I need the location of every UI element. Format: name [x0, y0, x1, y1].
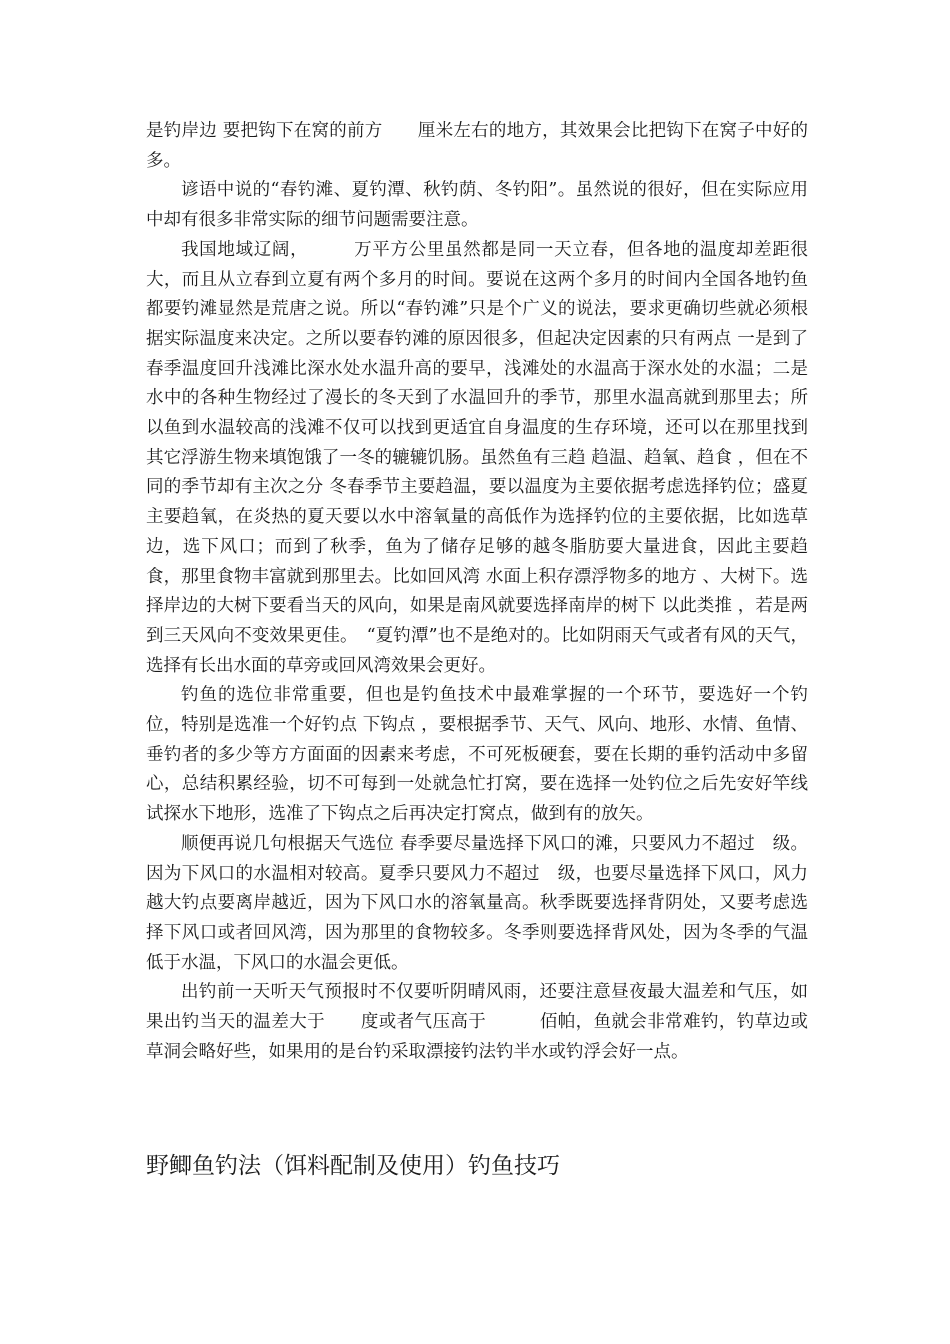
- paragraph-1: 是钓岸边 要把钩下在窝的前方 厘米左右的地方，其效果会比把钩下在窝子中好的多。: [146, 121, 808, 171]
- section-heading: 野鲫鱼钓法（饵料配制及使用）钓鱼技巧: [146, 1153, 560, 1179]
- paragraph-5: 顺便再说几句根据天气选位 春季要尽量选择下风口的滩，只要风力不超过 级。因为下风口的水温相对较高。夏季只要风力不超过 级，也要尽量选择下风口，风力越大钓点要离岸越近，因为下风口水的溶氧量高。秋季既要选择背阴处，又要考虑选择下风口或者回风湾，因为那里的食物较多。冬季则要选择背风处，因为冬季的气温低于水温，下风口的水温会更低。: [146, 833, 808, 973]
- paragraph-2: 谚语中说的“春钓滩、夏钓潭、秋钓荫、冬钓阳”。虽然说的很好，但在实际应用中却有很多非常实际的细节问题需要注意。: [146, 180, 808, 231]
- paragraph-3: 我国地域辽阔， 万平方公里虽然都是同一天立春，但各地的温度却差距很大，而且从立春到立夏有两个多月的时间。要说在这两个多月的时间内全国各地钓鱼都要钓滩显然是荒唐之说。所以“春钓滩”只是个广义的说法，要求更确切些就必须根据实际温度来决定。之所以要春钓滩的原因很多，但起决定因素的只有两点 一是到了春季温度回升浅滩比深水处水温升高的要早，浅滩处的水温高于深水处的水温；二是水中的各种生物经过了漫长的冬天到了水温回升的季节，那里水温高就到那里去；所以鱼到水温较高的浅滩不仅可以找到更适宜自身温度的生存环境，还可以在那里找到其它浮游生物来填饱饿了一冬的辘辘饥肠。虽然鱼有三趋 趋温、趋氧、趋食 ，但在不同的季节却有主次之分 冬春季节主要趋温，要以温度为主要依据考虑选择钓位；盛夏主要趋氧，在炎热的夏天要以水中溶氧量的高低作为选择钓位的主要依据，比如选草边，选下风口；而到了秋季，鱼为了储存足够的越冬脂肪要大量进食，因此主要趋食，那里食物丰富就到那里去。比如回风湾 水面上积存漂浮物多的地方 、大树下。选择岸边的大树下要看当天的风向，如果是南风就要选择南岸的树下 以此类推 ，若是两到三天风向不变效果更佳。 “夏钓潭”也不是绝对的。比如阴雨天气或者有风的天气，选择有长出水面的草旁或回风湾效果会更好。: [146, 239, 808, 676]
- paragraph-6: 出钓前一天听天气预报时不仅要听阴晴风雨，还要注意昼夜最大温差和气压，如果出钓当天的温差大于 度或者气压高于 佰帕，鱼就会非常难钓，钓草边或草洞会略好些，如果用的是台钓采取漂接钓法钓半水或钓浮会好一点。: [146, 982, 808, 1062]
- body-text: [146, 117, 808, 1068]
- paragraph-4: 钓鱼的选位非常重要，但也是钓鱼技术中最难掌握的一个环节，要选好一个钓位，特别是选准一个好钓点 下钩点 ，要根据季节、天气、风向、地形、水情、鱼情、垂钓者的多少等方方面面的因素来考虑，不可死板硬套，要在长期的垂钓活动中多留心，总结积累经验，切不可每到一处就急忙打窝，要在选择一处钓位之后先安好竿线试探水下地形，选准了下钩点之后再决定打窝点，做到有的放矢。: [146, 685, 808, 825]
